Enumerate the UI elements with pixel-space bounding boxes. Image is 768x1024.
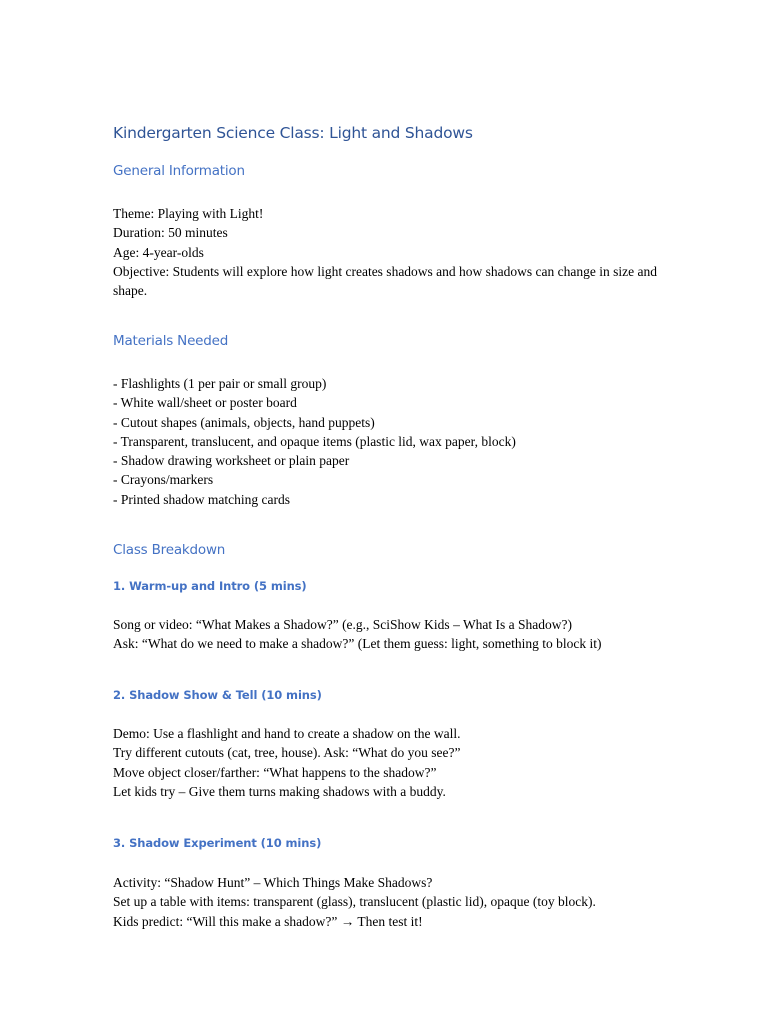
experiment-line: Kids predict: “Will this make a shadow?” → Then test it! [113,913,423,929]
show-and-tell-line: Let kids try – Give them turns making shadows with a buddy. [113,783,446,799]
material-item: - Printed shadow matching cards [113,491,290,507]
show-and-tell-line: Try different cutouts (cat, tree, house). Ask: “What do you see?” [113,745,461,761]
section-heading-class-breakdown: Class Breakdown [113,542,226,558]
show-and-tell-line: Demo: Use a flashlight and hand to create a shadow on the wall. [113,726,461,741]
materials-list [113,374,673,509]
subsection-heading-show-and-tell: 2. Shadow Show & Tell (10 mins) [113,688,322,702]
subsection-heading-warm-up: 1. Warm-up and Intro (5 mins) [113,579,307,593]
shadow-experiment-paragraph [113,873,673,931]
subsection-heading-shadow-experiment: 3. Shadow Experiment (10 mins) [113,836,322,850]
warm-up-line: Song or video: “What Makes a Shadow?” (e.g., SciShow Kids – What Is a Shadow?) [113,617,573,632]
experiment-line: Activity: “Shadow Hunt” – Which Things Make Shadows? [113,875,433,890]
objective-line: Objective: Students will explore how light creates shadows and how shadows can change in size and shape. [113,263,657,299]
warm-up-paragraph [113,615,673,654]
section-heading-materials-needed: Materials Needed [113,333,229,349]
material-item: - White wall/sheet or poster board [113,395,297,411]
material-item: - Crayons/markers [113,472,214,488]
section-heading-general-information: General Information [113,163,245,179]
age-line: Age: 4-year-olds [113,244,204,260]
duration-line: Duration: 50 minutes [113,225,228,241]
material-item: - Shadow drawing worksheet or plain paper [113,453,350,469]
show-and-tell-paragraph [113,724,673,801]
material-item: - Flashlights (1 per pair or small group) [113,376,327,391]
material-item: - Transparent, translucent, and opaque items (plastic lid, wax paper, block) [113,433,516,449]
document-title: Kindergarten Science Class: Light and Shadows [113,124,473,142]
theme-line: Theme: Playing with Light! [113,206,264,221]
general-information-paragraph [113,204,673,300]
warm-up-line: Ask: “What do we need to make a shadow?” (Let them guess: light, something to block it) [113,636,602,652]
material-item: - Cutout shapes (animals, objects, hand puppets) [113,414,375,430]
experiment-line: Set up a table with items: transparent (glass), translucent (plastic lid), opaque (toy block). [113,894,596,910]
show-and-tell-line: Move object closer/farther: “What happens to the shadow?” [113,764,437,780]
